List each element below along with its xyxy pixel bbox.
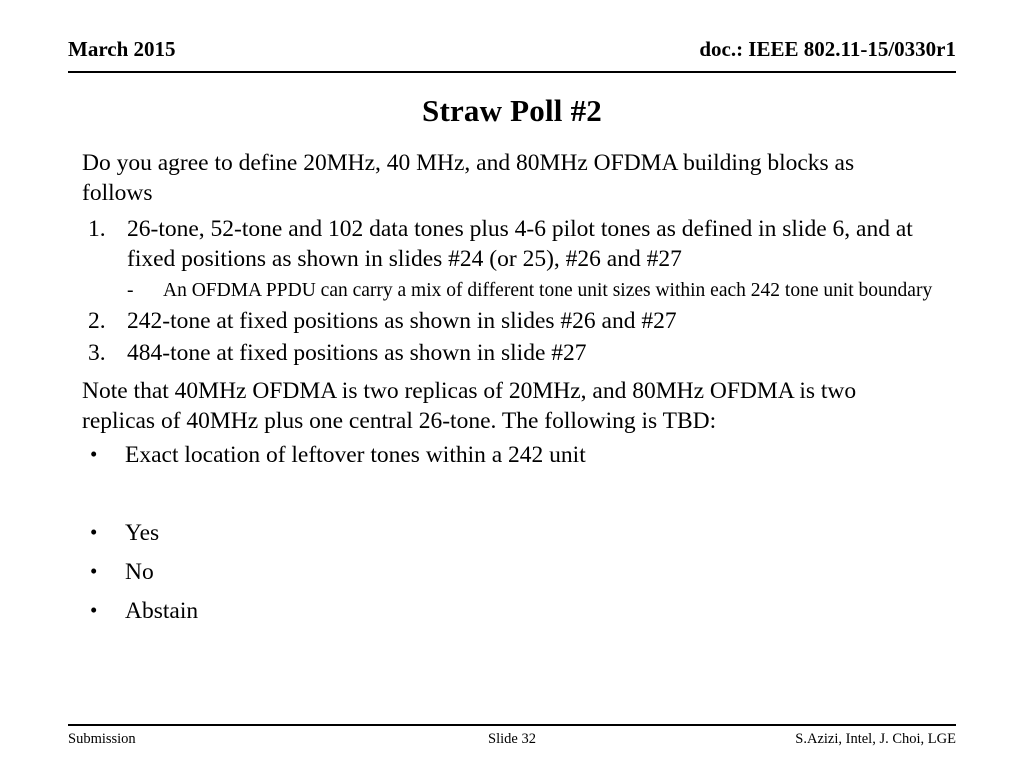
bulleted-list bbox=[68, 440, 968, 626]
header-divider bbox=[68, 71, 956, 73]
sub-list bbox=[127, 278, 957, 304]
footer-slide-number: Slide 32 bbox=[488, 731, 536, 747]
sub-list-marker: - bbox=[127, 280, 134, 301]
footer-submission-label: Submission bbox=[68, 731, 136, 747]
slide-header bbox=[68, 38, 956, 61]
bullet-spacer bbox=[68, 479, 955, 509]
tbd-bullet-text: Exact location of leftover tones within a 242 unit bbox=[125, 442, 586, 468]
numbered-list-item bbox=[68, 338, 957, 368]
footer-divider bbox=[68, 724, 956, 726]
vote-option-label: No bbox=[125, 559, 154, 585]
bullet-marker-icon: • bbox=[90, 520, 98, 544]
bullet-marker-icon: • bbox=[90, 559, 98, 583]
vote-option-label: Yes bbox=[125, 520, 160, 546]
bullet-marker-icon: • bbox=[90, 442, 98, 466]
list-item-text: 484-tone at fixed positions as shown in slide #27 bbox=[127, 340, 587, 366]
list-item-text: 242-tone at fixed positions as shown in slides #26 and #27 bbox=[127, 308, 677, 334]
list-item-text: 26-tone, 52-tone and 102 data tones plus 4-6 pilot tones as defined in slide 6, and at fixed positions as shown in slides #24 (or 25), #26 and #27 bbox=[127, 216, 913, 272]
slide-body bbox=[68, 148, 968, 635]
header-date: March 2015 bbox=[68, 37, 176, 61]
intro-paragraph: Do you agree to define 20MHz, 40 MHz, and 80MHz OFDMA building blocks as follows bbox=[82, 150, 855, 206]
vote-option-yes[interactable] bbox=[68, 518, 955, 548]
vote-option-abstain[interactable] bbox=[68, 596, 955, 626]
sub-list-item-text: An OFDMA PPDU can carry a mix of different tone unit sizes within each 242 tone unit boundary bbox=[163, 280, 933, 301]
vote-option-no[interactable] bbox=[68, 557, 955, 587]
bullet-marker-icon: • bbox=[90, 598, 98, 622]
page-title: Straw Poll #2 bbox=[422, 93, 602, 128]
note-paragraph: Note that 40MHz OFDMA is two replicas of 20MHz, and 80MHz OFDMA is two replicas of 40MHz plus one central 26-tone. The following is TBD: bbox=[82, 378, 857, 434]
list-marker: 2. bbox=[88, 308, 106, 334]
footer-authors: S.Azizi, Intel, J. Choi, LGE bbox=[795, 731, 956, 747]
numbered-list-item bbox=[68, 306, 957, 336]
header-document-id: doc.: IEEE 802.11-15/0330r1 bbox=[699, 37, 956, 61]
list-marker: 3. bbox=[88, 340, 106, 366]
numbered-list-item bbox=[68, 214, 957, 304]
sub-list-item bbox=[127, 278, 963, 304]
numbered-list bbox=[68, 214, 968, 368]
slide-footer bbox=[68, 729, 956, 749]
tbd-bullet-item bbox=[68, 440, 955, 470]
list-marker: 1. bbox=[88, 216, 106, 242]
vote-option-label: Abstain bbox=[125, 598, 199, 624]
